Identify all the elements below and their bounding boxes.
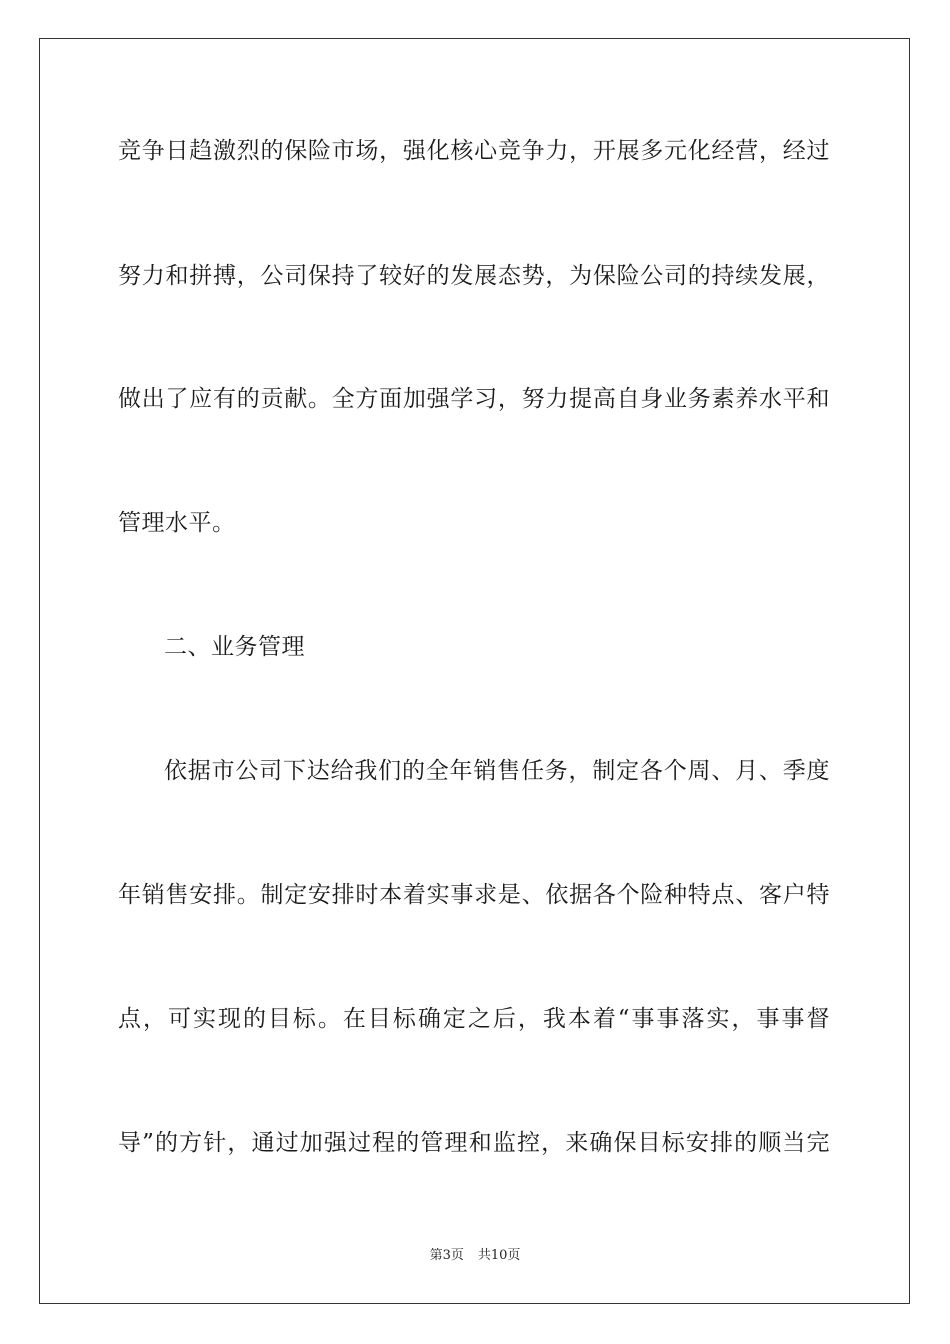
page-number: 第3页 <box>429 1248 464 1263</box>
page-total: 共10页 <box>477 1248 521 1263</box>
body-text-line: 年销售安排。制定安排时本着实事求是、依据各个险种特点、客户特 <box>118 882 830 908</box>
page-border <box>39 38 910 1304</box>
body-text-line: 点，可实现的目标。在目标确定之后，我本着“事事落实，事事督 <box>118 1006 830 1032</box>
section-heading: 二、业务管理 <box>164 634 305 660</box>
body-text-line: 努力和拼搏，公司保持了较好的发展态势，为保险公司的持续发展， <box>118 263 830 289</box>
body-text-line: 导”的方针，通过加强过程的管理和监控，来确保目标安排的顺当完 <box>118 1130 830 1156</box>
page-footer <box>0 1247 950 1265</box>
body-text-line: 竞争日趋激烈的保险市场，强化核心竞争力，开展多元化经营，经过 <box>118 138 830 164</box>
body-text-line: 做出了应有的贡献。全方面加强学习，努力提高自身业务素养水平和 <box>118 386 830 412</box>
body-text-line: 依据市公司下达给我们的全年销售任务，制定各个周、月、季度 <box>164 758 830 784</box>
body-text-line: 管理水平。 <box>118 510 236 536</box>
